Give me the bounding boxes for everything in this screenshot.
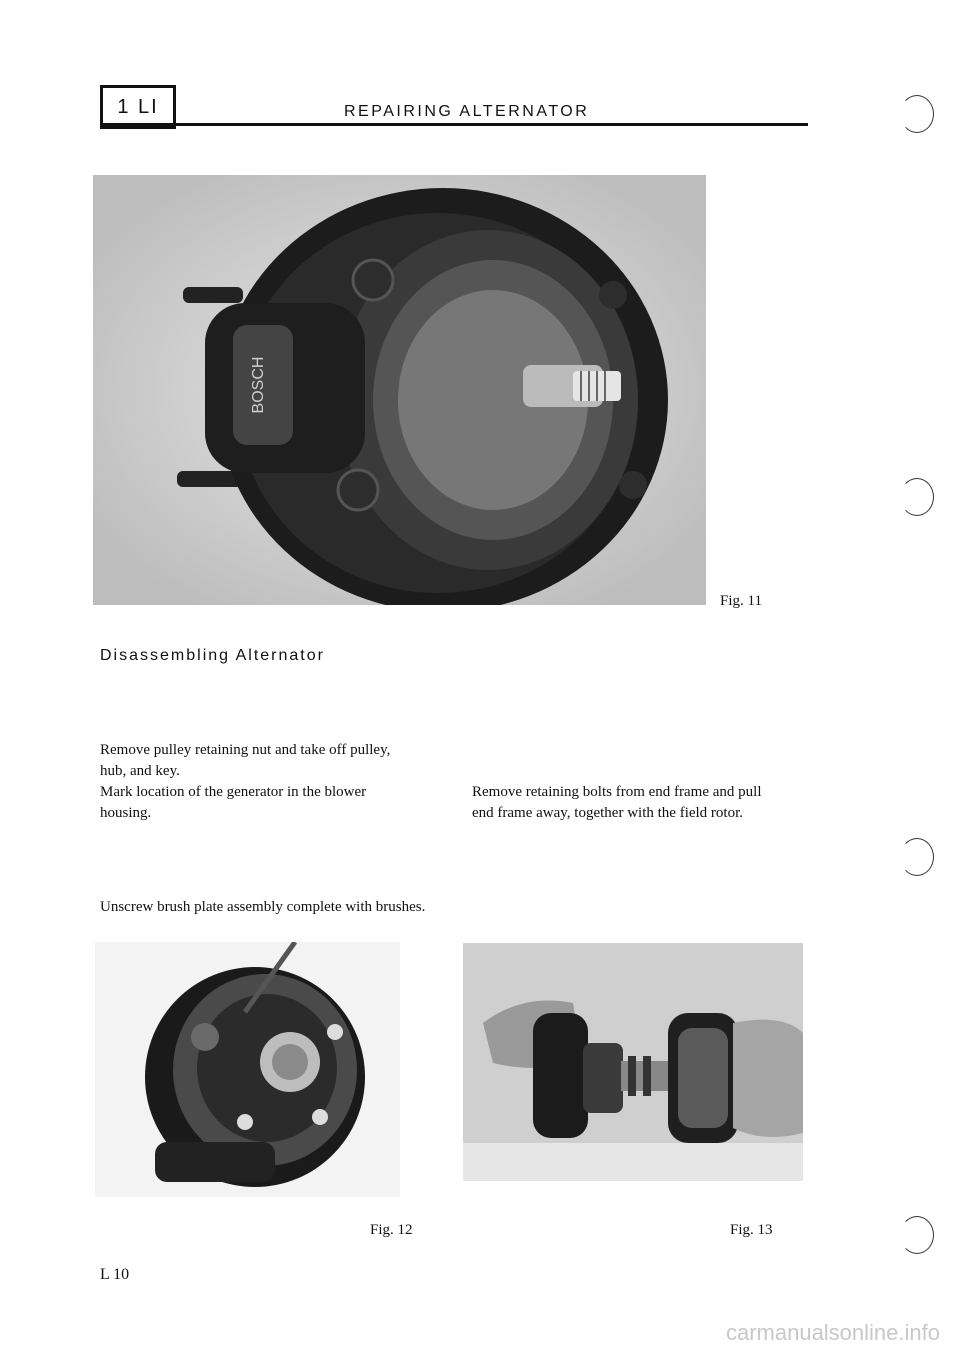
page-number: L 10 <box>100 1266 130 1283</box>
text-line: housing. <box>100 805 152 821</box>
punch-hole-3 <box>900 838 934 876</box>
left-paragraph-2: Unscrew brush plate assembly complete with brushes. <box>100 899 426 915</box>
header-rule <box>100 123 808 126</box>
figure-11-photo <box>93 175 706 605</box>
figure-12-photo <box>95 942 400 1197</box>
section-code: 1 LI <box>117 95 159 118</box>
alternator-front-illustration <box>93 175 706 605</box>
punch-hole-2 <box>900 478 934 516</box>
text-line: end frame away, together with the field rotor. <box>472 805 744 821</box>
right-paragraph-1 <box>472 782 812 824</box>
figure-12-caption: Fig. 12 <box>370 1222 413 1238</box>
figure-13-photo <box>463 943 803 1181</box>
figure-13-caption: Fig. 13 <box>730 1222 773 1238</box>
text-line: Mark location of the generator in the blower <box>100 784 367 800</box>
left-paragraph-1 <box>100 740 460 824</box>
punch-hole-4 <box>900 1216 934 1254</box>
brush-plate-illustration <box>95 942 400 1197</box>
figure-11-caption: Fig. 11 <box>720 593 762 609</box>
page-title: REPAIRING ALTERNATOR <box>344 103 590 120</box>
watermark: carmanualsonline.info <box>725 1320 940 1345</box>
brand-marking: BOSCH <box>250 356 267 414</box>
text-line: Remove pulley retaining nut and take off pulley, <box>100 742 391 758</box>
punch-hole-1 <box>900 95 934 133</box>
section-heading: Disassembling Alternator <box>100 647 325 664</box>
text-line: hub, and key. <box>100 763 180 779</box>
text-line: Remove retaining bolts from end frame and pull <box>472 784 762 800</box>
end-frame-removal-illustration <box>463 943 803 1181</box>
